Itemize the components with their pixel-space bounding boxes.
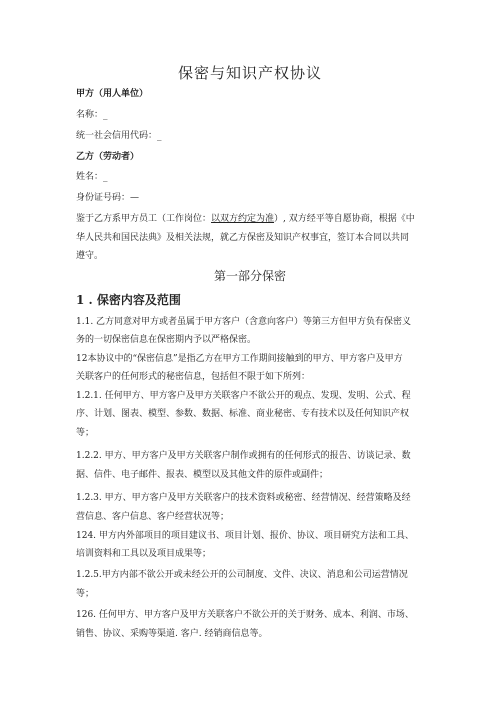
clause-1-2-5-line-2: 等； [76, 589, 95, 599]
party-a-name: 名称：_ [76, 110, 108, 120]
clause-1-2-1-line-2: 序、计划、图表、模型、参数、数据、标准、商业秘密、专有技术以及任何知识产权 [76, 409, 410, 419]
preamble-text: 鉴于乙方系甲方员工（工作岗位： [76, 214, 212, 224]
party-b-heading: 乙方（劳动者） [76, 152, 140, 162]
part-title: 第一部分保密 [213, 269, 286, 283]
party-a-heading: 甲方（用人单位） [76, 89, 149, 99]
preamble-line-2: 华人民共和国民法典》及相关法规，就乙方保密及知识产权事宜，签订本合同以共同 [76, 233, 410, 243]
preamble-text: ）, 双方经平等自愿协商，根据《中 [274, 214, 415, 224]
preamble-underlined-text: 以双方约定为准 [211, 214, 275, 224]
party-a-credit-code: 统一社会信用代码：_ [76, 131, 162, 141]
clause-1-2-3-line-2: 营信息、客户信息、客户经营状况等； [76, 512, 230, 522]
section-1-title: 1 . 保密内容及范围 [76, 293, 181, 307]
clause-1-2-1-line-1: 1.2.1. 任何甲方、甲方客户及甲方关联客户不欲公开的观点、发现、发明、公式、程 [76, 391, 411, 401]
party-b-name: 姓名：_ [76, 172, 108, 182]
clause-1-2-1-line-3: 等； [76, 428, 95, 438]
clause-1-1-line-1: 1.1. 乙方同意对甲方或者虽属于甲方客户（含意向客户）等第三方但甲方负有保密义 [76, 317, 412, 327]
preamble-line-1 [76, 213, 436, 225]
clause-1-2-2-line-2: 据、信件、电子邮件、报表、模型以及其他文件的原件或副件； [76, 470, 329, 480]
document-title: 保密与知识产权协议 [177, 64, 322, 82]
clause-1-2-2-line-1: 1.2.2. 甲方、甲方客户及甲方关联客户制作或拥有的任何形式的报告、访谈记录、数 [76, 451, 411, 461]
clause-1-2-3-line-1: 1.2.3. 甲方、甲方客户及甲方关联客户的技术资料或秘密、经营情况、经营策略及经 [76, 493, 411, 503]
clause-1-2-5-line-1: 1.2.5.甲方内部不欲公开或未经公开的公司制度、文件、决议、消息和公司运营情况 [76, 570, 408, 580]
clause-1-2-6-line-2: 销售、协议、采购等渠道. 客户. 经销商信息等。 [76, 629, 268, 639]
clause-1-2-4-line-2: 培训资料和工具以及项目成果等； [76, 549, 212, 559]
party-b-id-number: 身份证号码：— [76, 193, 140, 203]
clause-1-2-line-1: 12本协议中的“保密信息”是指乙方在甲方工作期间接触到的甲方、甲方客户及甲方 [76, 354, 403, 364]
clause-1-2-line-2: 关联客户的任何形式的秘密信息，包括但不限于如下所列： [76, 372, 311, 382]
clause-1-1-line-2: 务的一切保密信息在保密期内予以严格保密。 [76, 335, 257, 345]
preamble-line-3: 遵守。 [76, 251, 104, 261]
clause-1-2-4-line-1: 124. 甲方内外部项目的项目建议书、项目计划、报价、协议、项目研究方法和工具、 [76, 531, 414, 541]
clause-1-2-6-line-1: 126. 任何甲方、甲方客户及甲方关联客户不欲公开的关于财务、成本、利润、市场、 [76, 610, 414, 620]
